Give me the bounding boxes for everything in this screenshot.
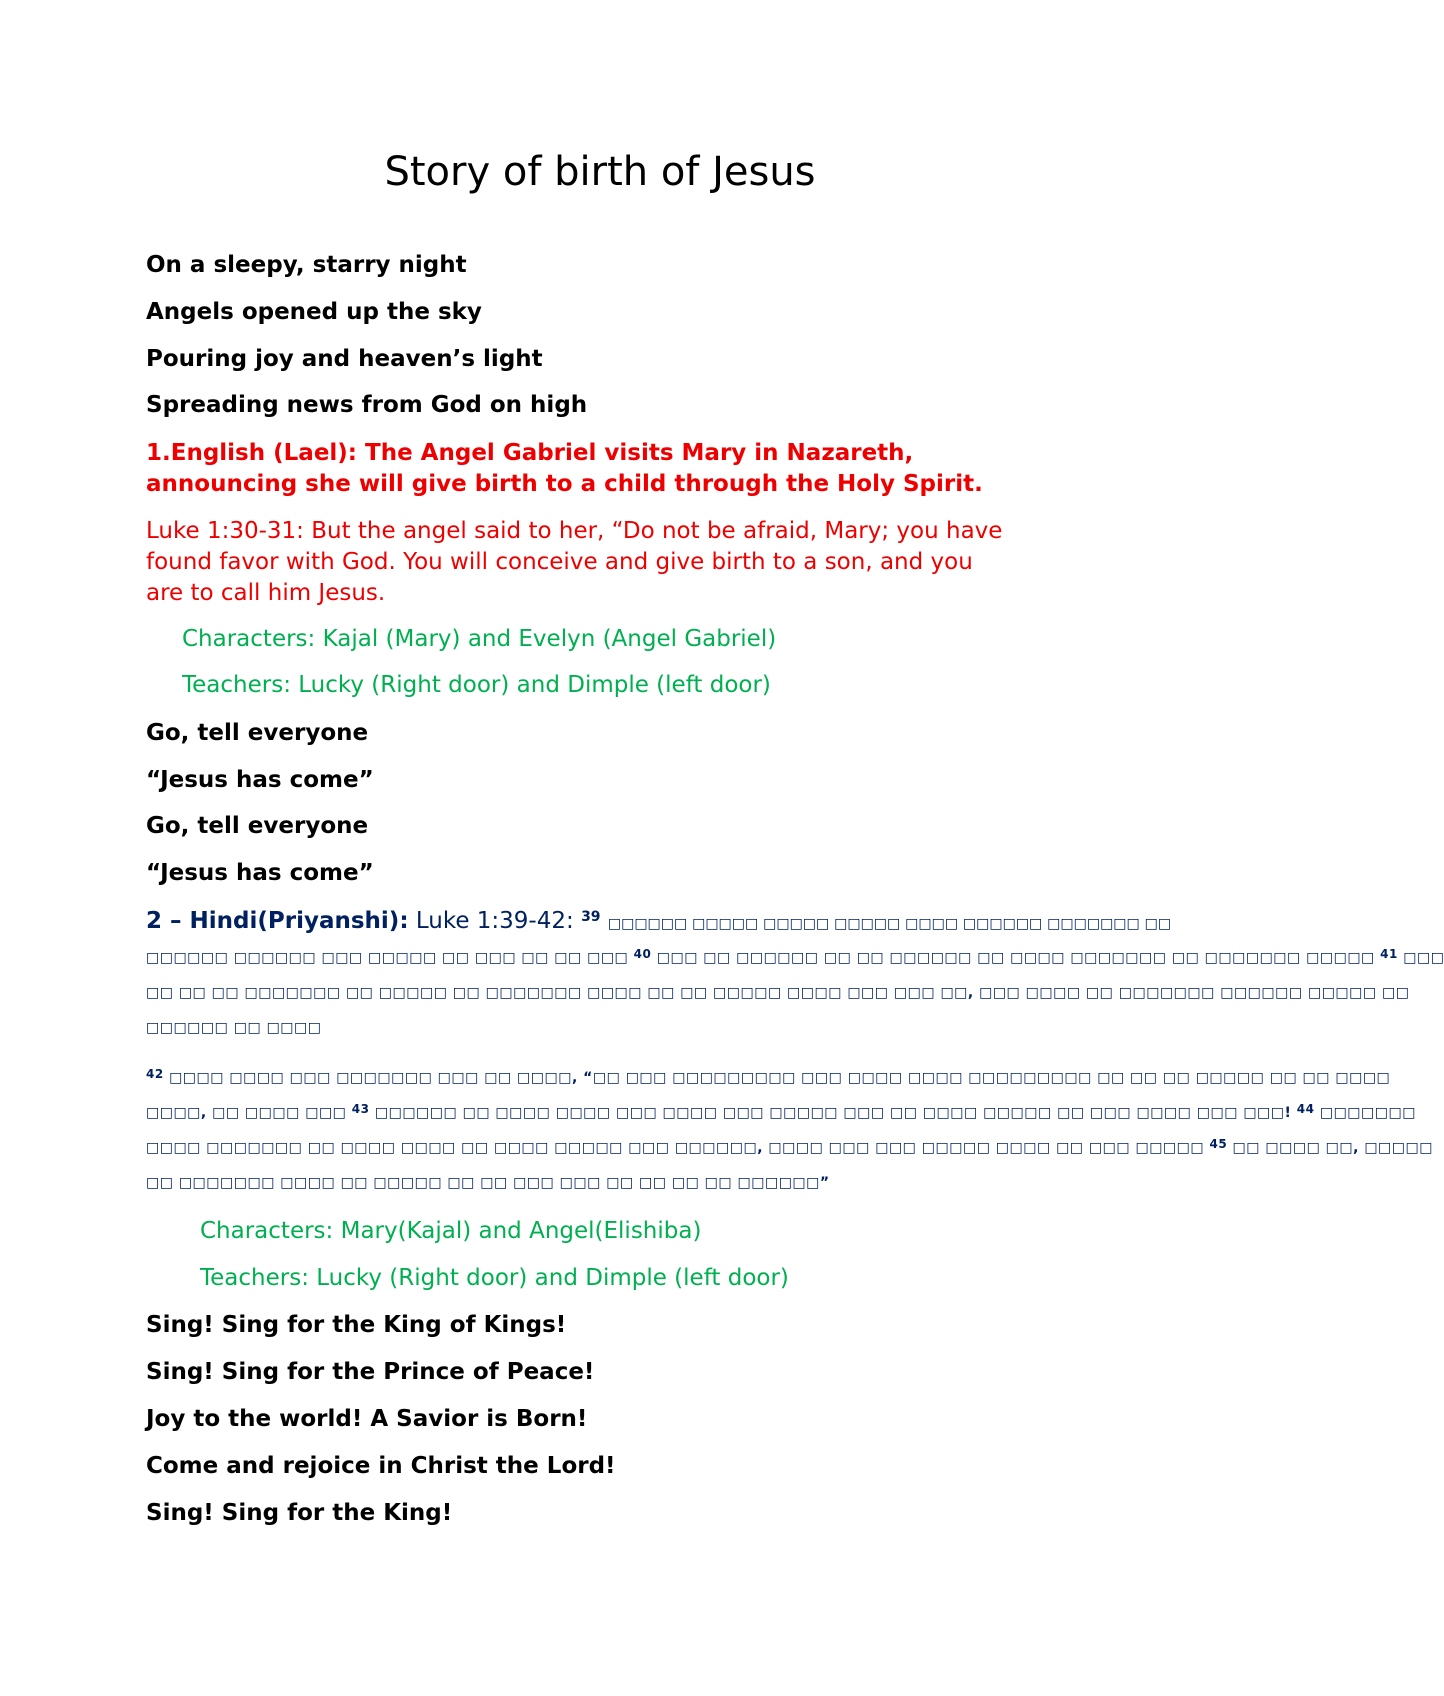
section2-label: 2 – Hindi(Priyanshi): bbox=[146, 908, 409, 934]
verse-number-42: 42 bbox=[146, 1067, 164, 1081]
hindi-line-7: □□□□ □□□□□□□ □□ □□□□ □□□□ □□ □□□□ □□□□□ □□□ □□□□□□, □□□□ □□□ □□□ □□□□□ □□□□ □□ □□□ □□□□□ $^{45}$ □□ □□□□ □□, □□□□□ bbox=[146, 1137, 1433, 1156]
song1-line-4: Spreading news from God on high bbox=[146, 392, 588, 418]
section2-teachers: Teachers: Lucky (Right door) and Dimple (left door) bbox=[200, 1265, 789, 1291]
section2-heading bbox=[146, 906, 1171, 940]
section2-ref: Luke 1:39-42: bbox=[415, 908, 574, 934]
verse-number-41: 41 bbox=[1380, 947, 1398, 961]
song2-line-3: Go, tell everyone bbox=[146, 813, 369, 839]
hindi-line-6: □□□□, □□ □□□□ □□□ $^{43}$ □□□□□□ □□ □□□□ □□□□ □□□ □□□□ □□□ □□□□□ □□□ □□ □□□□ □□□□□ □□ □□□ □□□□ □□□ □□□! $^{44}$ □□□□□□□ bbox=[146, 1102, 1416, 1121]
verse-number-43: 43 bbox=[351, 1102, 370, 1116]
song2-line-4: “Jesus has come” bbox=[146, 860, 374, 886]
section1-verse-line1: Luke 1:30-31: But the angel said to her, “Do not be afraid, Mary; you have bbox=[146, 518, 1003, 544]
song3-line-5: Sing! Sing for the King! bbox=[146, 1500, 453, 1526]
page-title: Story of birth of Jesus bbox=[384, 149, 816, 195]
hindi-line-3: □□ □□ □□ □□□□□□□ □□ □□□□□ □□ □□□□□□□ □□□□ □□ □□ □□□□□ □□□□ □□□ □□□ □□, □□□ □□□□ □□ □□□□□□□ □□□□□□ □□□□□ □□ bbox=[146, 985, 1410, 1001]
song3-line-3: Joy to the world! A Savior is Born! bbox=[146, 1406, 588, 1432]
section1-verse-line3: are to call him Jesus. bbox=[146, 580, 386, 606]
section1-heading-line1: 1.English (Lael): The Angel Gabriel visits Mary in Nazareth, bbox=[146, 440, 914, 466]
song1-line-3: Pouring joy and heaven’s light bbox=[146, 346, 543, 372]
song2-line-2: “Jesus has come” bbox=[146, 767, 374, 793]
verse-number-45: 45 bbox=[1209, 1137, 1228, 1151]
section1-heading-line2: announcing she will give birth to a child through the Holy Spirit. bbox=[146, 471, 983, 497]
song2-line-1: Go, tell everyone bbox=[146, 720, 369, 746]
verse-number-39: 39 bbox=[581, 909, 601, 925]
song1-line-2: Angels opened up the sky bbox=[146, 299, 482, 325]
hindi-line-4: □□□□□□ □□ □□□□ bbox=[146, 1020, 322, 1036]
verse-number-44: 44 bbox=[1296, 1102, 1315, 1116]
song1-line-1: On a sleepy, starry night bbox=[146, 252, 467, 278]
section1-verse-line2: found favor with God. You will conceive and give birth to a son, and you bbox=[146, 549, 973, 575]
song3-line-4: Come and rejoice in Christ the Lord! bbox=[146, 1453, 616, 1479]
verse-number-40: 40 bbox=[633, 947, 652, 961]
section1-teachers: Teachers: Lucky (Right door) and Dimple (left door) bbox=[182, 672, 771, 698]
song3-line-2: Sing! Sing for the Prince of Peace! bbox=[146, 1359, 595, 1385]
hindi-line-2: □□□□□□ □□□□□□ □□□ □□□□□ □□ □□□ □□ □□ □□□ $^{40}$ □□□ □□ □□□□□□ □□ □□ □□□□□□ □□ □□□□ □□□□□□□ □□ □□□□□□□ □□□□□ $^{41}$ □□□ bbox=[146, 947, 1444, 966]
hindi-line-8: □□ □□□□□□□ □□□□ □□ □□□□□ □□ □□ □□□ □□□ □□ □□ □□ □□ □□□□□□” bbox=[146, 1175, 830, 1191]
song3-line-1: Sing! Sing for the King of Kings! bbox=[146, 1312, 567, 1338]
section1-characters: Characters: Kajal (Mary) and Evelyn (Angel Gabriel) bbox=[182, 626, 777, 652]
hindi-text-unrendered: □□□□□□ □□□□□ □□□□□ □□□□□ □□□□ □□□□□□ □□□□□□□ □□ bbox=[607, 916, 1172, 932]
hindi-line-5: $^{42}$ □□□□ □□□□ □□□ □□□□□□□ □□□ □□ □□□□, “□□ □□□ □□□□□□□□□ □□□ □□□□ □□□□ □□□□□□□□□ □□ □□ □□ □□□□□ □□ □□ □□□□ bbox=[146, 1067, 1391, 1086]
section2-characters: Characters: Mary(Kajal) and Angel(Elishiba) bbox=[200, 1218, 702, 1244]
